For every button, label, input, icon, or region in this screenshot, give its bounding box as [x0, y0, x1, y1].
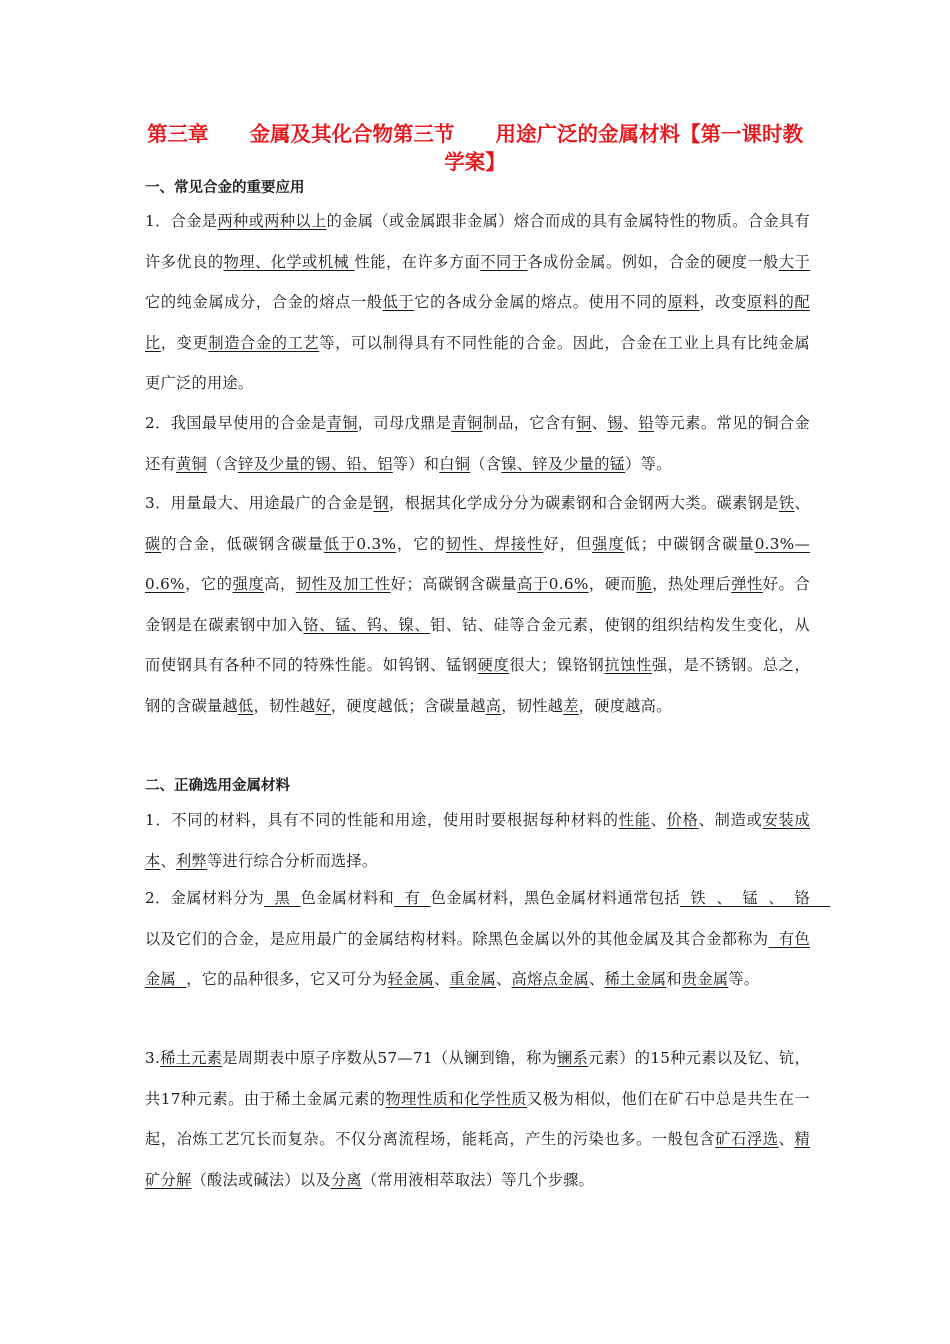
underlined-answer: 稀土元素: [160, 1049, 223, 1067]
paragraph-1-1: [145, 201, 810, 404]
text-segment: 好，但: [543, 534, 593, 553]
text-segment: ，它的: [184, 575, 233, 593]
underlined-answer: 青铜: [326, 414, 358, 432]
underlined-answer: 低于0.3%: [323, 534, 397, 553]
underlined-answer: 铬、锰、钨、镍、: [303, 615, 431, 634]
underlined-answer: 韧性、焊接性: [445, 534, 544, 553]
text-segment: ，韧性越: [501, 696, 564, 715]
underlined-answer: 锡: [607, 414, 623, 432]
text-segment: 它的各成分金属的熔点。使用不同的: [414, 293, 668, 311]
text-segment: 和: [666, 970, 682, 988]
underlined-answer: 黄铜: [175, 454, 207, 473]
text-segment: ，它的品种很多，它又可分为: [186, 970, 388, 988]
text-segment: 色金属材料和: [300, 889, 395, 907]
text-segment: （含: [206, 454, 238, 473]
text-segment: 等。: [728, 970, 760, 988]
text-segment: 、: [794, 494, 811, 512]
underlined-answer: 铜: [576, 414, 592, 432]
paragraph-1-3: [145, 483, 810, 726]
section-heading-1: 一、常见合金的重要应用: [145, 180, 305, 196]
text-segment: 强，是不锈钢。总之，钢的含碳量越: [145, 656, 810, 715]
underlined-answer: 差: [563, 696, 579, 715]
underlined-answer: 重金属: [449, 970, 497, 988]
underlined-answer: 锌及少量的锡、铅、铝: [237, 454, 393, 473]
underlined-answer: 强度: [232, 575, 265, 593]
text-segment: 、制造或: [698, 811, 763, 829]
underlined-answer: 低: [237, 696, 254, 715]
underlined-answer: 两种或两种以上: [217, 212, 327, 230]
underlined-answer: 镧系: [557, 1049, 589, 1067]
text-segment: 高，: [264, 575, 296, 593]
text-segment: 、: [650, 811, 667, 829]
text-segment: （酸法或碱法）以及: [191, 1170, 331, 1189]
text-segment: 好；高碳钢含碳量: [390, 575, 518, 593]
underlined-answer: 低于: [382, 293, 415, 311]
text-segment: 1．不同的材料，具有不同的性能和用途，使用时要根据每种材料的: [145, 811, 619, 829]
underlined-answer: 精矿分解: [145, 1130, 810, 1189]
page-title: 第三章 金属及其化合物第三节 用途广泛的金属材料【第一课时教学案】: [147, 122, 803, 174]
underlined-answer: 不同于: [480, 252, 528, 271]
text-segment: ，硬而: [588, 575, 637, 593]
underlined-answer: 分离: [330, 1170, 362, 1189]
text-segment: ，硬度越高。: [578, 696, 672, 715]
text-segment: 的合金，低碳钢含碳量: [161, 534, 324, 553]
text-segment: 低；中碳钢含碳量: [624, 534, 755, 553]
underlined-answer: 高: [485, 696, 502, 715]
text-segment: 2．金属材料分为: [145, 889, 265, 907]
text-segment: （含: [470, 454, 502, 473]
underlined-answer: 物理性质和化学性质: [385, 1089, 528, 1108]
text-segment: 1．合金是: [145, 212, 218, 230]
underlined-answer: 价格: [666, 811, 699, 829]
underlined-answer: 脆: [636, 575, 653, 593]
paragraph-1-2: [145, 403, 810, 484]
paragraph-2-2: [145, 878, 831, 1000]
text-segment: 等）和: [392, 454, 440, 473]
underlined-answer: 有色金属: [145, 929, 810, 988]
section-heading-2: 二、正确选用金属材料: [145, 778, 290, 794]
underlined-answer: 高熔点金属: [511, 970, 589, 988]
underlined-answer: 黑: [264, 889, 301, 907]
underlined-answer: 弹性: [731, 575, 763, 593]
text-segment: ，司母戊鼎是: [357, 414, 452, 432]
text-segment: 元素）的15种元素以及钇、钪，共17种元素。由于稀土金属元素的: [145, 1049, 810, 1108]
text-segment: 以及它们的合金，是应用最广的金属结构材料。除黑色金属以外的其他金属及其合金都称为: [145, 929, 769, 948]
text-segment: 、: [160, 851, 176, 870]
text-segment: 是周期表中原子序数从57—71（从镧到镥，称为: [222, 1049, 558, 1067]
text-segment: 、: [588, 970, 605, 988]
underlined-answer: 物理、化学或机械: [223, 252, 355, 271]
text-segment: 钼、钴、硅等合金元素，使钢的组织结构发生变化，从而使钢具有各种不同的特殊性能。如钨钢、锰钢: [145, 615, 810, 674]
underlined-answer: 好: [315, 696, 331, 715]
text-segment: ，根据其化学成分分为碳素钢和合金钢两大类。碳素钢是: [389, 494, 779, 512]
text-segment: 制品，它含有: [482, 414, 577, 432]
underlined-answer: 轻金属: [387, 970, 435, 988]
text-segment: （常用液相萃取法）等几个步骤。: [361, 1170, 595, 1189]
underlined-answer: 贵金属: [681, 970, 729, 988]
text-segment: 3.: [145, 1049, 161, 1067]
underlined-answer: 矿石浮选: [715, 1130, 779, 1148]
underlined-answer: 0.3%—0.6%: [145, 534, 810, 593]
underlined-answer: 原料的配比: [145, 293, 810, 352]
paragraph-2-3: [145, 1038, 810, 1200]
text-segment: ，韧性越: [253, 696, 316, 715]
text-segment: 的金属（或金属跟非金属）熔合而成的具有金属特性的物质。合金具有许多优良的: [145, 212, 810, 271]
underlined-answer: 青铜: [451, 414, 483, 432]
text-segment: 、: [434, 970, 450, 988]
underlined-answer: 大于: [778, 252, 811, 271]
text-segment: 等进行综合分析而选择。: [206, 851, 378, 870]
underlined-answer: 强度: [592, 534, 625, 553]
text-segment: 性能，在许多方面: [354, 252, 481, 271]
text-segment: 它的纯金属成分，合金的熔点一般: [145, 293, 383, 311]
underlined-answer: 镍、锌及少量的锰: [501, 454, 626, 473]
underlined-answer: 有: [394, 889, 431, 907]
text-segment: 等，可以制得具有不同性能的合金。因此，合金在工业上具有比纯金属更广泛的用途。: [145, 333, 810, 392]
underlined-answer: 韧性及加工性: [295, 575, 391, 593]
text-segment: ，热处理后: [652, 575, 732, 593]
text-segment: 、: [778, 1130, 795, 1148]
text-segment: 各成份金属。例如，合金的硬度一般: [527, 252, 779, 271]
underlined-answer: 稀土金属: [604, 970, 667, 988]
text-segment: ，它的: [396, 534, 446, 553]
text-segment: 3．用量最大、用途最广的合金是: [145, 494, 374, 512]
underlined-answer: 高于0.6%: [517, 575, 589, 593]
text-segment: 2．我国最早使用的合金是: [145, 414, 327, 432]
text-segment: 、: [622, 414, 639, 432]
text-segment: ）等。: [625, 454, 672, 473]
underlined-answer: 利弊: [176, 851, 207, 870]
text-segment: ，变更: [160, 333, 209, 352]
underlined-answer: 安装成本: [145, 811, 810, 870]
underlined-answer: 抗蚀性: [604, 656, 652, 674]
underlined-answer: 铁 、 锰 、 铬: [679, 889, 831, 907]
text-segment: 、: [591, 414, 608, 432]
text-segment: ，改变: [699, 293, 747, 311]
underlined-answer: 铁: [778, 494, 795, 512]
underlined-answer: 制造合金的工艺: [208, 333, 320, 352]
underlined-answer: 原料: [667, 293, 700, 311]
underlined-answer: 白铜: [439, 454, 471, 473]
text-segment: 等元素。常见的铜合金还有: [145, 414, 810, 473]
text-segment: 很大；镍铬钢: [509, 656, 605, 674]
underlined-answer: 性能: [618, 811, 651, 829]
text-segment: ，硬度越低；含碳量越: [330, 696, 486, 715]
text-segment: 又极为相似，他们在矿石中总是共生在一起，冶炼工艺冗长而复杂。不仅分离流程场，能耗高，产生的污染也多。一般包含: [145, 1089, 810, 1148]
text-segment: 色金属材料，黑色金属材料通常包括: [430, 889, 680, 907]
underlined-answer: 硬度: [477, 656, 510, 674]
text-segment: 、: [496, 970, 512, 988]
underlined-answer: 铅: [638, 414, 655, 432]
underlined-answer: 碳: [145, 534, 162, 553]
text-segment: 好。合金钢是在碳素钢中加入: [145, 575, 810, 634]
paragraph-2-1: [145, 800, 810, 881]
underlined-answer: 钢: [373, 494, 390, 512]
